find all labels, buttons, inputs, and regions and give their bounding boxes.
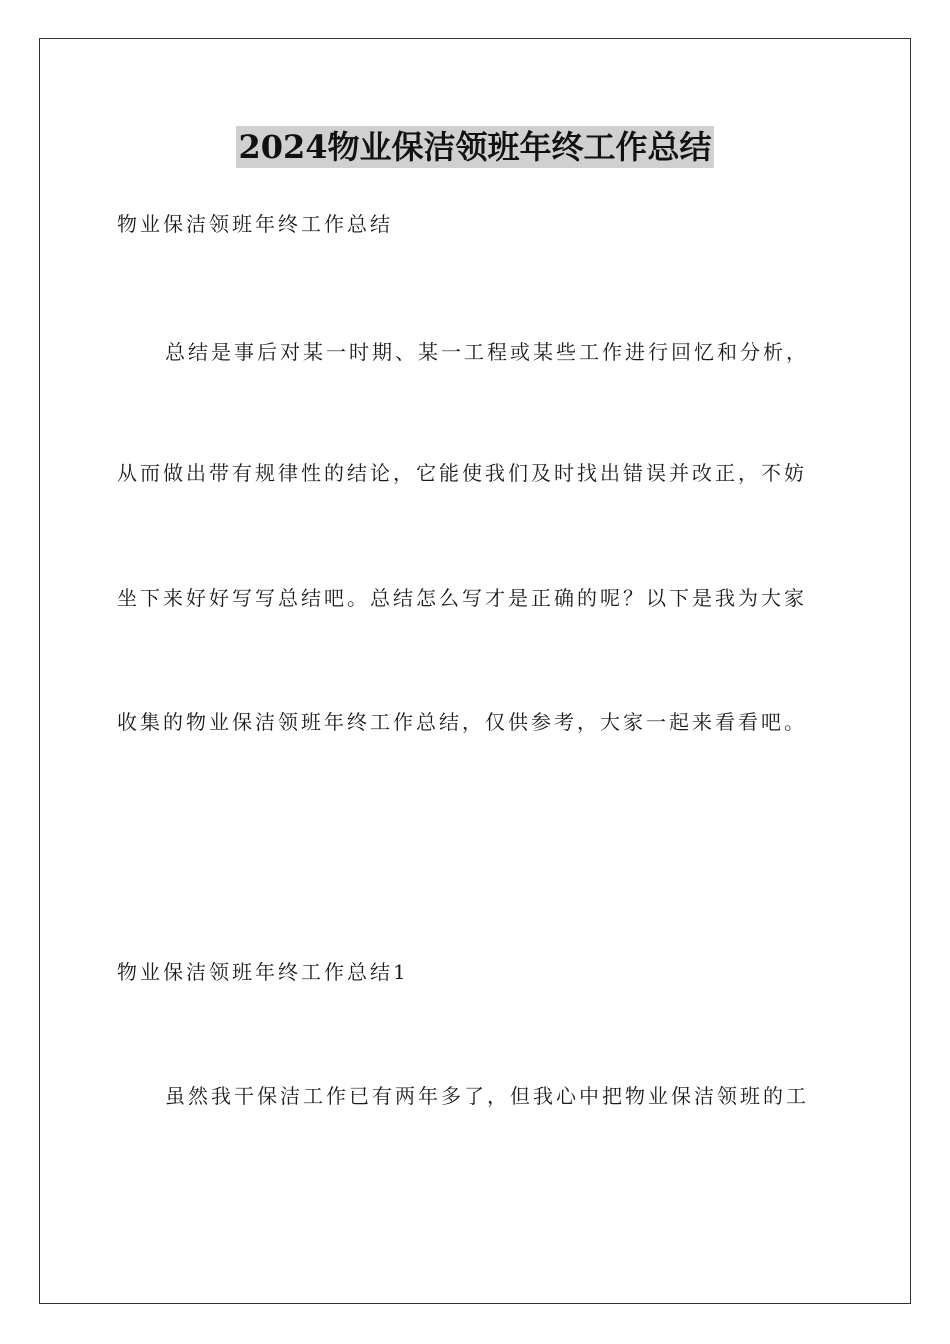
intro-line-4: 收集的物业保洁领班年终工作总结，仅供参考，大家一起来看看吧。 <box>117 710 807 734</box>
section-heading: 物业保洁领班年终工作总结1 <box>117 960 409 984</box>
intro-line-1: 总结是事后对某一时期、某一工程或某些工作进行回忆和分析， <box>165 340 809 364</box>
intro-line-2: 从而做出带有规律性的结论，它能使我们及时找出错误并改正，不妨 <box>117 461 807 485</box>
document-subtitle: 物业保洁领班年终工作总结 <box>117 212 393 236</box>
document-title-text: 2024物业保洁领班年终工作总结 <box>238 128 712 166</box>
section-line-1: 虽然我干保洁工作已有两年多了，但我心中把物业保洁领班的工 <box>165 1084 809 1108</box>
document-title <box>0 126 950 168</box>
intro-line-3: 坐下来好好写写总结吧。总结怎么写才是正确的呢？以下是我为大家 <box>117 586 807 610</box>
